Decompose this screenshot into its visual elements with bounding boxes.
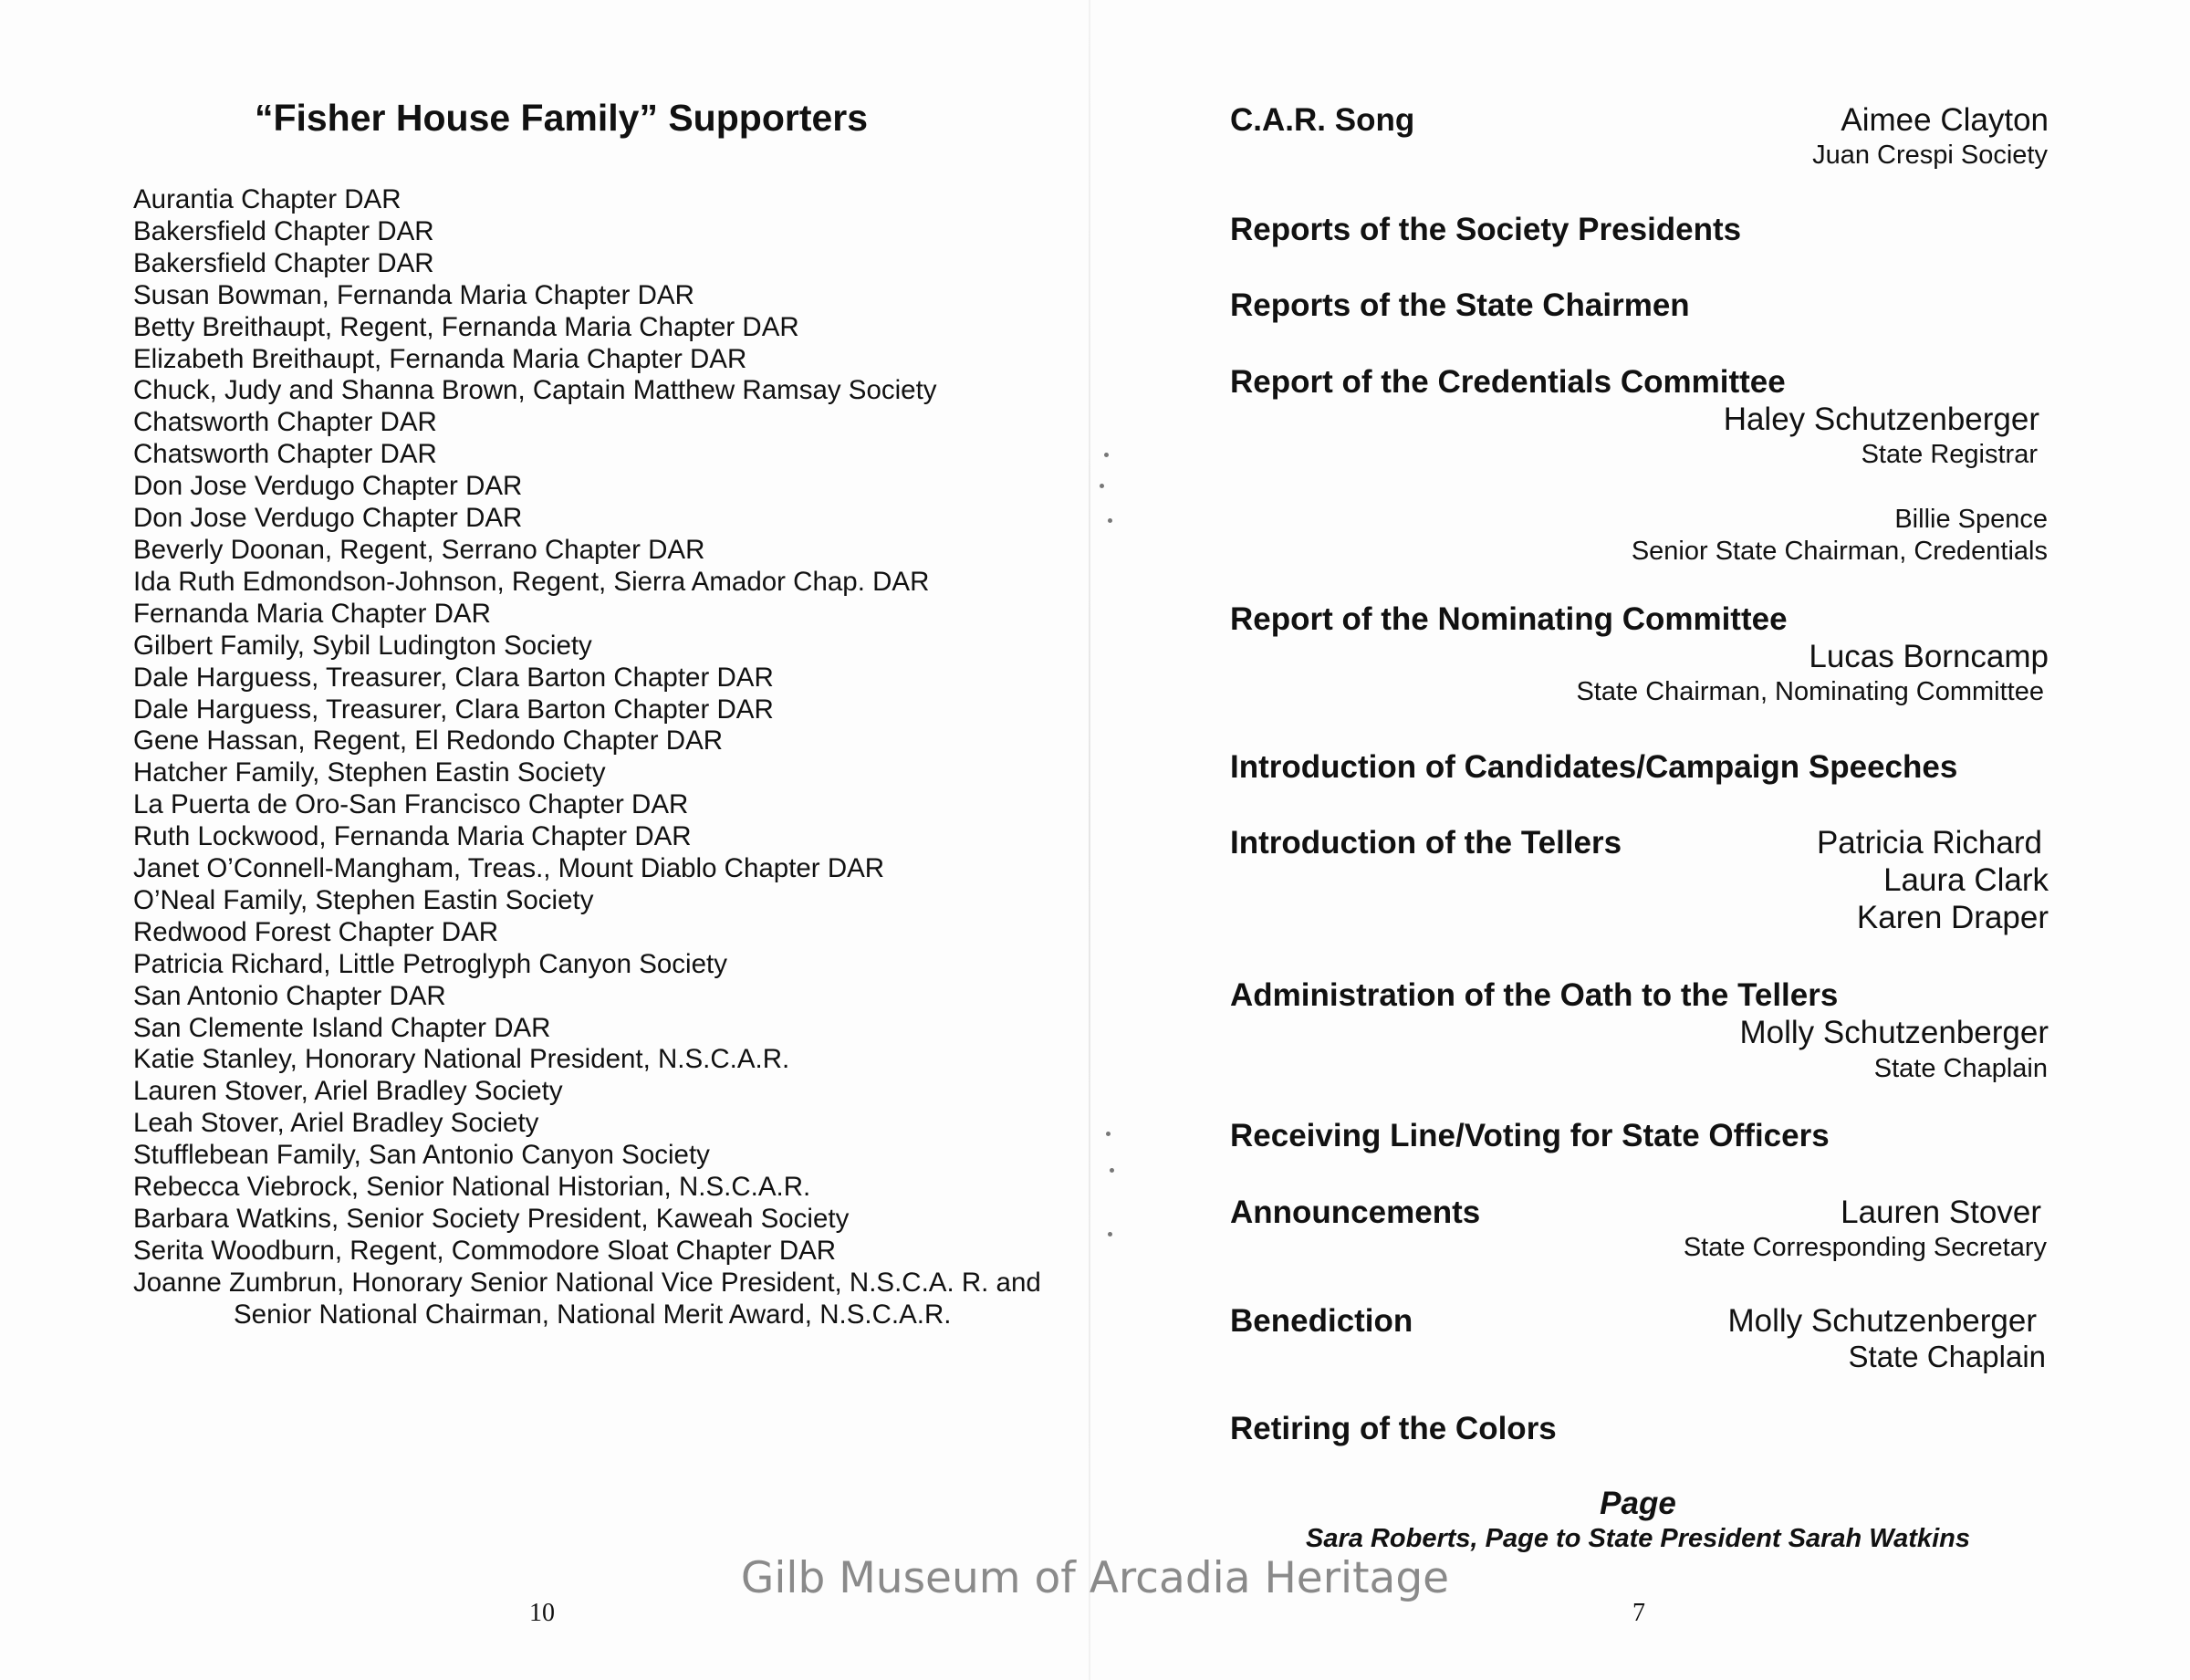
candidates-heading: Introduction of Candidates/Campaign Speeches xyxy=(1230,749,1958,785)
tellers-heading: Introduction of the Tellers xyxy=(1230,825,1622,861)
credentials-heading: Report of the Credentials Committee xyxy=(1230,364,1786,400)
supporter-entry: La Puerta de Oro-San Francisco Chapter DAR xyxy=(133,789,689,820)
supporter-entry: Rebecca Viebrock, Senior National Historian, N.S.C.A.R. xyxy=(133,1172,811,1203)
nominating-heading: Report of the Nominating Committee xyxy=(1230,601,1788,637)
supporter-entry: Fernanda Maria Chapter DAR xyxy=(133,598,491,629)
car-song-role: Juan Crespi Society xyxy=(1812,141,2048,170)
supporter-entry: Gene Hassan, Regent, El Redondo Chapter DAR xyxy=(133,725,724,757)
nominating-name: Lucas Borncamp xyxy=(1809,639,2049,674)
credentials-role-1: State Registrar xyxy=(1861,440,2038,469)
page-number-left: 10 xyxy=(529,1599,555,1627)
supporters-list xyxy=(133,184,1055,1331)
supporter-entry: Ida Ruth Edmondson-Johnson, Regent, Sierra Amador Chap. DAR xyxy=(133,566,930,597)
society-reports-heading: Reports of the Society Presidents xyxy=(1230,212,1742,247)
car-song-label: C.A.R. Song xyxy=(1230,102,1415,138)
supporter-entry: Chuck, Judy and Shanna Brown, Captain Matthew Ramsay Society xyxy=(133,375,937,406)
supporter-entry: Bakersfield Chapter DAR xyxy=(133,215,434,246)
supporter-entry: Betty Breithaupt, Regent, Fernanda Maria Chapter DAR xyxy=(133,311,799,342)
supporter-entry: Stufflebean Family, San Antonio Canyon Society xyxy=(133,1140,710,1171)
benediction-role: State Chaplain xyxy=(1848,1340,2046,1373)
supporter-entry: Susan Bowman, Fernanda Maria Chapter DAR xyxy=(133,279,694,310)
supporter-entry: Katie Stanley, Honorary National President, N.S.C.A.R. xyxy=(133,1044,790,1075)
credentials-role-2: Senior State Chairman, Credentials xyxy=(1631,537,2048,566)
benediction-name: Molly Schutzenberger xyxy=(1727,1303,2037,1339)
supporter-entry: Joanne Zumbrun, Honorary Senior National Vice President, N.S.C.A. R. and Senior National Chairman, National Merit Award, N.S.C.A.R. xyxy=(133,1267,1041,1330)
benediction-heading: Benediction xyxy=(1230,1303,1413,1339)
teller-name: Patricia Richard xyxy=(1816,825,2042,861)
left-page xyxy=(0,0,1086,1680)
supporter-entry: Aurantia Chapter DAR xyxy=(133,184,402,214)
oath-name: Molly Schutzenberger xyxy=(1739,1015,2049,1050)
supporter-entry: Ruth Lockwood, Fernanda Maria Chapter DAR xyxy=(133,821,692,852)
teller-name: Karen Draper xyxy=(1856,900,2049,935)
nominating-role: State Chairman, Nominating Committee xyxy=(1576,677,2044,706)
supporter-entry: Serita Woodburn, Regent, Commodore Sloat Chapter DAR xyxy=(133,1235,837,1266)
supporter-entry: Leah Stover, Ariel Bradley Society xyxy=(133,1108,539,1139)
supporter-entry: Chatsworth Chapter DAR xyxy=(133,439,437,470)
supporter-entry: O’Neal Family, Stephen Eastin Society xyxy=(133,884,594,915)
supporter-entry: Don Jose Verdugo Chapter DAR xyxy=(133,471,523,502)
page-number-right: 7 xyxy=(1632,1599,1645,1627)
oath-role: State Chaplain xyxy=(1873,1054,2048,1083)
supporter-entry: Patricia Richard, Little Petroglyph Canyon Society xyxy=(133,948,727,979)
page-line: Sara Roberts, Page to State President Sarah Watkins xyxy=(1306,1524,1970,1553)
supporter-entry: Beverly Doonan, Regent, Serrano Chapter DAR xyxy=(133,534,705,565)
page-heading: Page xyxy=(1600,1486,1676,1521)
page-fold xyxy=(1089,0,1090,1680)
supporter-entry: Elizabeth Breithaupt, Fernanda Maria Chapter DAR xyxy=(133,343,747,374)
announcements-role: State Corresponding Secretary xyxy=(1683,1233,2047,1262)
state-reports-heading: Reports of the State Chairmen xyxy=(1230,287,1690,323)
supporter-entry: San Clemente Island Chapter DAR xyxy=(133,1012,551,1043)
supporter-entry: Dale Harguess, Treasurer, Clara Barton Chapter DAR xyxy=(133,662,774,693)
watermark: Gilb Museum of Arcadia Heritage xyxy=(740,1553,1450,1603)
supporter-entry: Hatcher Family, Stephen Eastin Society xyxy=(133,757,606,788)
retiring-heading: Retiring of the Colors xyxy=(1230,1411,1557,1446)
announcements-heading: Announcements xyxy=(1230,1195,1481,1230)
supporter-entry: Dale Harguess, Treasurer, Clara Barton Chapter DAR xyxy=(133,694,774,725)
supporters-title: “Fisher House Family” Supporters xyxy=(254,97,869,139)
supporter-entry: Lauren Stover, Ariel Bradley Society xyxy=(133,1076,563,1107)
car-song-name: Aimee Clayton xyxy=(1841,102,2049,138)
receiving-heading: Receiving Line/Voting for State Officers xyxy=(1230,1118,1830,1153)
oath-heading: Administration of the Oath to the Tellers xyxy=(1230,977,1839,1013)
announcements-name: Lauren Stover xyxy=(1841,1195,2041,1230)
credentials-name-1: Haley Schutzenberger xyxy=(1723,402,2039,437)
supporter-entry: Bakersfield Chapter DAR xyxy=(133,247,434,278)
teller-name: Laura Clark xyxy=(1883,862,2049,898)
credentials-name-2: Billie Spence xyxy=(1894,505,2048,534)
supporter-entry: Redwood Forest Chapter DAR xyxy=(133,916,499,947)
supporter-entry: San Antonio Chapter DAR xyxy=(133,980,446,1011)
supporter-entry: Janet O’Connell-Mangham, Treas., Mount Diablo Chapter DAR xyxy=(133,853,885,884)
supporter-entry: Don Jose Verdugo Chapter DAR xyxy=(133,503,523,534)
supporter-entry: Chatsworth Chapter DAR xyxy=(133,407,437,438)
supporter-entry: Barbara Watkins, Senior Society President, Kaweah Society xyxy=(133,1204,850,1234)
supporter-entry: Gilbert Family, Sybil Ludington Society xyxy=(133,630,592,661)
